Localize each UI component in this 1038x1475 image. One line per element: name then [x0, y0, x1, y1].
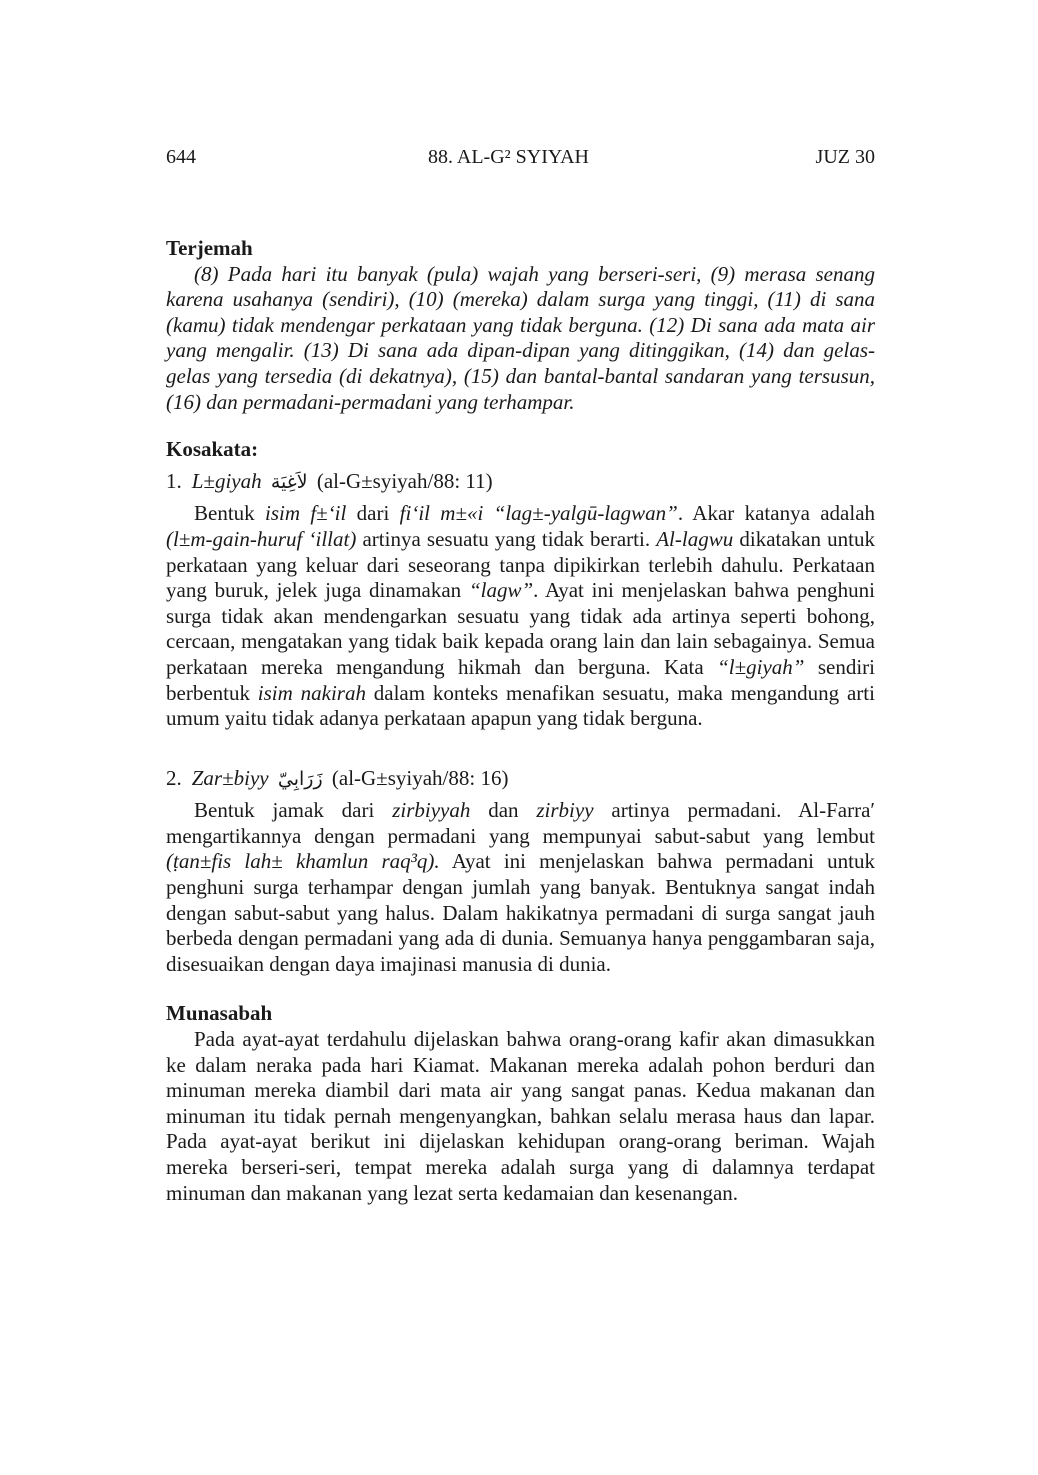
- text-run: artinya permadani. Al-Farra′ mengartikannya dengan permadani yang mempunyai sabut-sabut yang lembut: [166, 798, 875, 848]
- entry-description: [166, 501, 875, 731]
- page-header: [166, 146, 875, 172]
- entry-reference: (al-G±syiyah/88: 16): [331, 765, 509, 790]
- terjemah-text: (8) Pada hari itu banyak (pula) wajah yang berseri-seri, (9) merasa senang karena usahanya (sendiri), (10) (mereka) dalam surga yang tinggi, (11) di sana (kamu) tidak mendengar perkataan yang tidak berguna. (12) Di sana ada mata air yang mengalir. (13) Di sana ada dipan-dipan yang ditinggikan, (14) dan gelas-gelas yang tersedia (di dekatnya), (15) dan bantal-bantal sandaran yang tersusun, (16) dan permadani-permadani yang terhampar.: [166, 261, 875, 414]
- munasabah-section: [166, 1001, 875, 1206]
- text-run-italic: (ṭan±fis lah± khamlun raq³q).: [166, 849, 440, 874]
- text-run-italic: (l±m-gain-huruf ‘illat): [166, 526, 357, 551]
- text-run-italic: “lagw”: [468, 578, 534, 603]
- text-run-italic: zirbiyyah: [392, 798, 471, 823]
- text-run-italic: zirbiyy: [536, 798, 594, 823]
- text-run: dan: [470, 798, 537, 823]
- text-run-italic: isim nakirah: [257, 680, 366, 705]
- entry-title: [166, 766, 875, 793]
- text-run: dikatakan untuk perkataan yang keluar dari seseorang tanpa dipikirkan terlebih dahulu. Perkataan yang buruk, jelek juga dinamakan: [166, 526, 876, 603]
- entry-arabic: زَرَابِيّ: [277, 767, 323, 790]
- terjemah-heading: Terjemah: [166, 236, 253, 260]
- entry-term: L±giyah: [191, 468, 262, 493]
- text-run: Bentuk jamak dari: [194, 798, 393, 823]
- munasabah-text: Pada ayat-ayat terdahulu dijelaskan bahwa orang-orang kafir akan dimasukkan ke dalam neraka pada hari Kiamat. Makanan mereka adalah pohon berduri dan minuman mereka diambil dari mata air yang sangat panas. Kedua makanan dan minuman itu tidak pernah mengenyangkan, bahkan selalu merasa haus dan lapar. Pada ayat-ayat berikut ini dijelaskan kehidupan orang-orang beriman. Wajah mereka berseri-seri, tempat mereka adalah surga yang di dalamnya terdapat minuman dan makanan yang lezat serta kedamaian dan kesenangan.: [166, 1027, 875, 1205]
- entry-description: [166, 798, 875, 977]
- entry-number: 2.: [166, 765, 182, 790]
- kosakata-heading: Kosakata:: [166, 437, 259, 462]
- page-content: [166, 236, 875, 1206]
- terjemah-section: [166, 236, 875, 415]
- kosakata-entry-1: [166, 469, 875, 732]
- text-run: dari: [346, 501, 400, 526]
- text-run-italic: isim f±‘il: [265, 501, 347, 526]
- juz-label: JUZ 30: [815, 146, 875, 168]
- text-run: Bentuk: [194, 501, 265, 526]
- munasabah-heading: Munasabah: [166, 1001, 273, 1026]
- text-run-italic: fi‘il m±«i “lag±-yalgū-lagwan”: [399, 501, 678, 526]
- text-run-italic: Al-lagwu: [656, 526, 734, 551]
- text-run: sendiri berbentuk: [166, 654, 875, 705]
- text-run: artinya sesuatu yang tidak berarti.: [356, 526, 657, 551]
- entry-arabic: لاَغِيَة: [270, 470, 308, 493]
- page-number: 644: [166, 146, 196, 168]
- entry-number: 1.: [166, 468, 182, 493]
- kosakata-section: [166, 437, 875, 977]
- kosakata-entry-2: [166, 766, 875, 978]
- text-run-italic: “l±giyah”: [717, 654, 805, 679]
- text-run: . Ayat ini menjelaskan bahwa penghuni surga tidak akan mendengarkan sesuatu yang tidak ada artinya seperti bohong, cercaan, mengatakan yang tidak baik kepada orang lain dan lain sebagainya. Semua perkataan mereka mengandung hikmah dan berguna. Kata: [166, 578, 875, 679]
- entry-title: [166, 469, 875, 496]
- entry-term: Zar±biyy: [191, 765, 269, 790]
- text-run: dalam konteks menafikan sesuatu, maka mengandung arti umum yaitu tidak adanya perkataan apapun yang tidak berguna.: [166, 680, 875, 731]
- entry-reference: (al-G±syiyah/88: 11): [316, 468, 493, 493]
- surah-title: 88. AL-G² SYIYAH: [428, 146, 589, 168]
- text-run: Ayat ini menjelaskan bahwa permadani untuk penghuni surga terhampar dengan jumlah yang banyak. Bentuknya sangat indah dengan sabut-sabut yang halus. Dalam hakikatnya permadani di surga sangat jauh berbeda dengan permadani yang ada di dunia. Semuanya hanya penggambaran saja, disesuaikan dengan daya imajinasi manusia di dunia.: [166, 849, 875, 976]
- text-run: . Akar katanya adalah: [677, 501, 876, 526]
